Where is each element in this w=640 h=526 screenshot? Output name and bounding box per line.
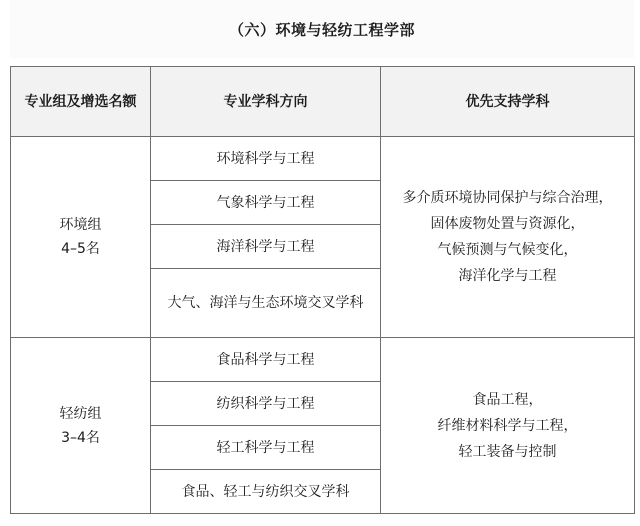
header-direction: 专业学科方向 [151,67,381,137]
group-name: 环境组 [59,217,102,233]
support-line: 纤维材料科学与工程， [437,417,578,434]
support-line: 海洋化学与工程 [458,268,557,284]
header-group: 专业组及增选名额 [11,67,151,137]
direction-cell: 轻工科学与工程 [151,426,381,470]
support-line: 食品工程， [472,391,543,408]
direction-cell: 纺织科学与工程 [151,382,381,426]
header-row [11,67,635,137]
header-support: 优先支持学科 [381,67,635,137]
group-cell-environment [11,137,151,338]
group-name: 轻纺组 [59,405,102,422]
table-row [11,137,635,181]
direction-cell: 气象科学与工程 [151,181,381,225]
direction-cell: 海洋科学与工程 [151,225,381,269]
direction-cell: 环境科学与工程 [151,137,381,181]
direction-cell: 大气、海洋与生态环境交叉学科 [151,269,381,338]
table-caption: （六）环境与轻纺工程学部 [228,20,415,39]
support-line: 轻工装备与控制 [458,443,557,460]
support-cell-textile [381,338,635,514]
support-line: 固体废物处置与资源化， [430,216,585,232]
support-cell-environment [381,137,635,338]
support-line: 气候预测与气候变化， [437,242,578,258]
direction-cell: 食品科学与工程 [151,338,381,382]
group-quota: 3–4名 [61,429,100,446]
caption-bar [10,0,634,58]
table-row [11,338,635,382]
direction-cell: 食品、轻工与纺织交叉学科 [151,470,381,514]
support-line: 多介质环境协同保护与综合治理， [402,190,613,206]
page-gutter [0,0,10,526]
faculty-table [10,66,635,514]
group-cell-textile [11,338,151,514]
group-quota: 4–5名 [61,241,100,257]
